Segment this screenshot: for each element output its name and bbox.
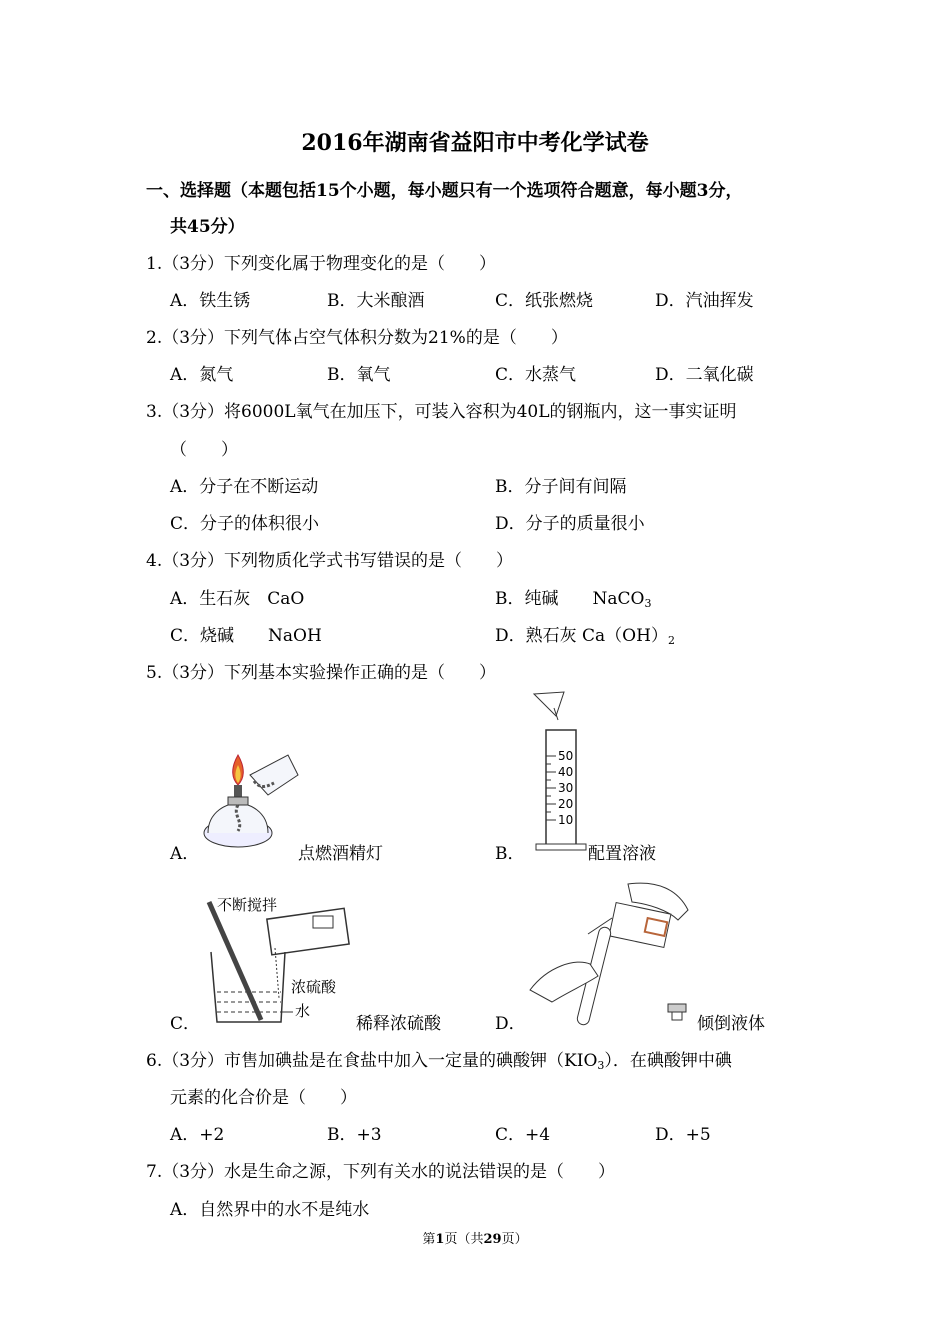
label-water: 水 (295, 1002, 311, 1020)
section-heading: 一、选择题（本题包括15个小题，每小题只有一个选项符合题意，每小题3分， (146, 181, 743, 201)
q5-option-d-caption: 倾倒液体 (697, 1014, 765, 1034)
question-3-stem: 3.（3分）将6000L氧气在加压下，可装入容积为40L的钢瓶内，这一事实证明 (146, 402, 737, 422)
label-stir: 不断搅拌 (217, 896, 278, 914)
q4-option-a: A．生石灰 CaO (170, 589, 305, 609)
section-heading-cont: 共45分） (170, 217, 245, 237)
q3-option-a: A．分子在不断运动 (170, 477, 319, 497)
q2-option-a: A．氮气 (170, 365, 234, 385)
q1-option-b: B．大米酿酒 (327, 291, 425, 311)
q5-option-a-caption: 点燃酒精灯 (298, 844, 383, 864)
q4-option-c: C．烧碱 NaOH (170, 626, 322, 646)
tick-label: 10 (558, 813, 574, 827)
question-4-stem: 4.（3分）下列物质化学式书写错误的是（ ） (146, 551, 514, 571)
q5-option-b-caption: 配置溶液 (588, 844, 656, 864)
q6-option-a: A．+2 (170, 1125, 225, 1145)
tick-label: 50 (558, 749, 574, 763)
figure-graduated-cylinder (530, 690, 590, 855)
q6-option-b: B．+3 (327, 1125, 382, 1145)
figure-alcohol-lamp (198, 745, 302, 855)
page-footer: 第1页（共29页） (422, 1232, 528, 1247)
label-acid: 浓硫酸 (291, 978, 337, 996)
q5-option-a-letter: A． (170, 844, 200, 864)
tick-label: 30 (558, 781, 574, 795)
q2-option-c: C．水蒸气 (495, 365, 577, 385)
tick-label: 20 (558, 797, 574, 811)
q5-option-c-caption: 稀释浓硫酸 (356, 1014, 441, 1034)
tick-label: 40 (558, 765, 574, 779)
question-6-stem-cont: 元素的化合价是（ ） (170, 1088, 357, 1108)
question-2-stem: 2.（3分）下列气体占空气体积分数为21%的是（ ） (146, 328, 568, 348)
q2-option-b: B．氧气 (327, 365, 391, 385)
q3-option-d: D．分子的质量很小 (495, 514, 645, 534)
q5-option-b-letter: B． (495, 844, 525, 864)
question-7-stem: 7.（3分）水是生命之源，下列有关水的说法错误的是（ ） (146, 1162, 616, 1182)
figure-dilution (195, 888, 355, 1028)
question-5-stem: 5.（3分）下列基本实验操作正确的是（ ） (146, 663, 497, 683)
figure-pouring (528, 880, 698, 1030)
question-6-stem: 6.（3分）市售加碘盐是在食盐中加入一定量的碘酸钾$(KIO_3)$．在碘酸钾中碘 (146, 1051, 732, 1072)
q4-option-b: B．纯碱 NaCO$_3$ (495, 589, 652, 610)
q6-option-c: C．+4 (495, 1125, 551, 1145)
question-1-stem: 1.（3分）下列变化属于物理变化的是（ ） (146, 254, 497, 274)
question-3-stem-cont: （ ） (170, 440, 238, 460)
q4-option-d: D．熟石灰 $Ca(OH)_2$ (495, 626, 675, 647)
q6-option-d: D．+5 (655, 1125, 711, 1145)
q1-option-a: A．铁生锈 (170, 291, 251, 311)
page-title: 2016年湖南省益阳市中考化学试卷 (301, 130, 649, 156)
q1-option-c: C．纸张燃烧 (495, 291, 594, 311)
q5-option-d-letter: D． (495, 1014, 526, 1034)
q3-option-b: B．分子间有间隔 (495, 477, 627, 497)
q3-option-c: C．分子的体积很小 (170, 514, 320, 534)
q2-option-d: D．二氧化碳 (655, 365, 754, 385)
q1-option-d: D．汽油挥发 (655, 291, 754, 311)
q7-option-a: A．自然界中的水不是纯水 (170, 1200, 370, 1220)
q5-option-c-letter: C． (170, 1014, 201, 1034)
